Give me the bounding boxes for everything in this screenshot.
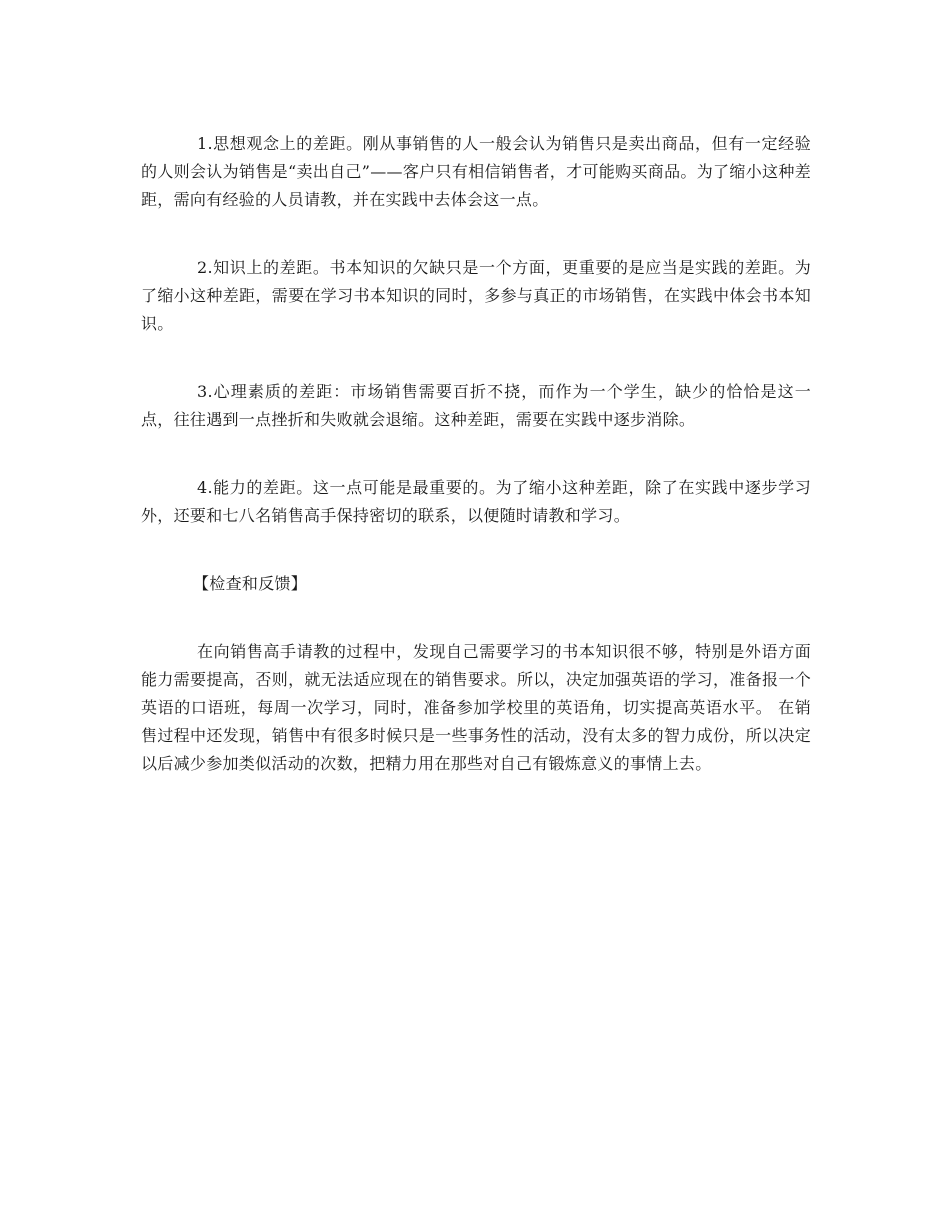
- paragraph-knowledge-gap: 2.知识上的差距。书本知识的欠缺只是一个方面，更重要的是应当是实践的差距。为了缩小这种差距，需要在学习书本知识的同时，多参与真正的市场销售，在实践中体会书本知识。: [141, 258, 811, 333]
- paragraph-ability-gap: 4.能力的差距。这一点可能是最重要的。为了缩小这种差距，除了在实践中逐步学习外，还要和七八名销售高手保持密切的联系，以便随时请教和学习。: [141, 478, 811, 525]
- section-heading-feedback: 【检查和反馈】: [193, 574, 308, 593]
- paragraph-feedback: 在向销售高手请教的过程中，发现自己需要学习的书本知识很不够，特别是外语方面能力需要提高，否则，就无法适应现在的销售要求。所以，决定加强英语的学习，准备报一个英语的口语班，每周一次学习，同时，准备参加学校里的英语角，切实提高英语水平。 在销售过程中还发现，销售中有很多时候只是一些事务性的活动，没有太多的智力成份，所以决定以后减少参加类似活动的次数，把精力用在那些对自己有锻炼意义的事情上去。: [141, 642, 811, 773]
- document-page: [141, 130, 811, 778]
- paragraph-thinking-gap: 1.思想观念上的差距。刚从事销售的人一般会认为销售只是卖出商品，但有一定经验的人则会认为销售是“卖出自己”——客户只有相信销售者，才可能购买商品。为了缩小这种差距，需向有经验的人员请教，并在实践中去体会这一点。: [141, 134, 811, 209]
- paragraph-psychology-gap: 3.心理素质的差距：市场销售需要百折不挠，而作为一个学生，缺少的恰恰是这一点，往往遇到一点挫折和失败就会退缩。这种差距，需要在实践中逐步消除。: [141, 382, 811, 429]
